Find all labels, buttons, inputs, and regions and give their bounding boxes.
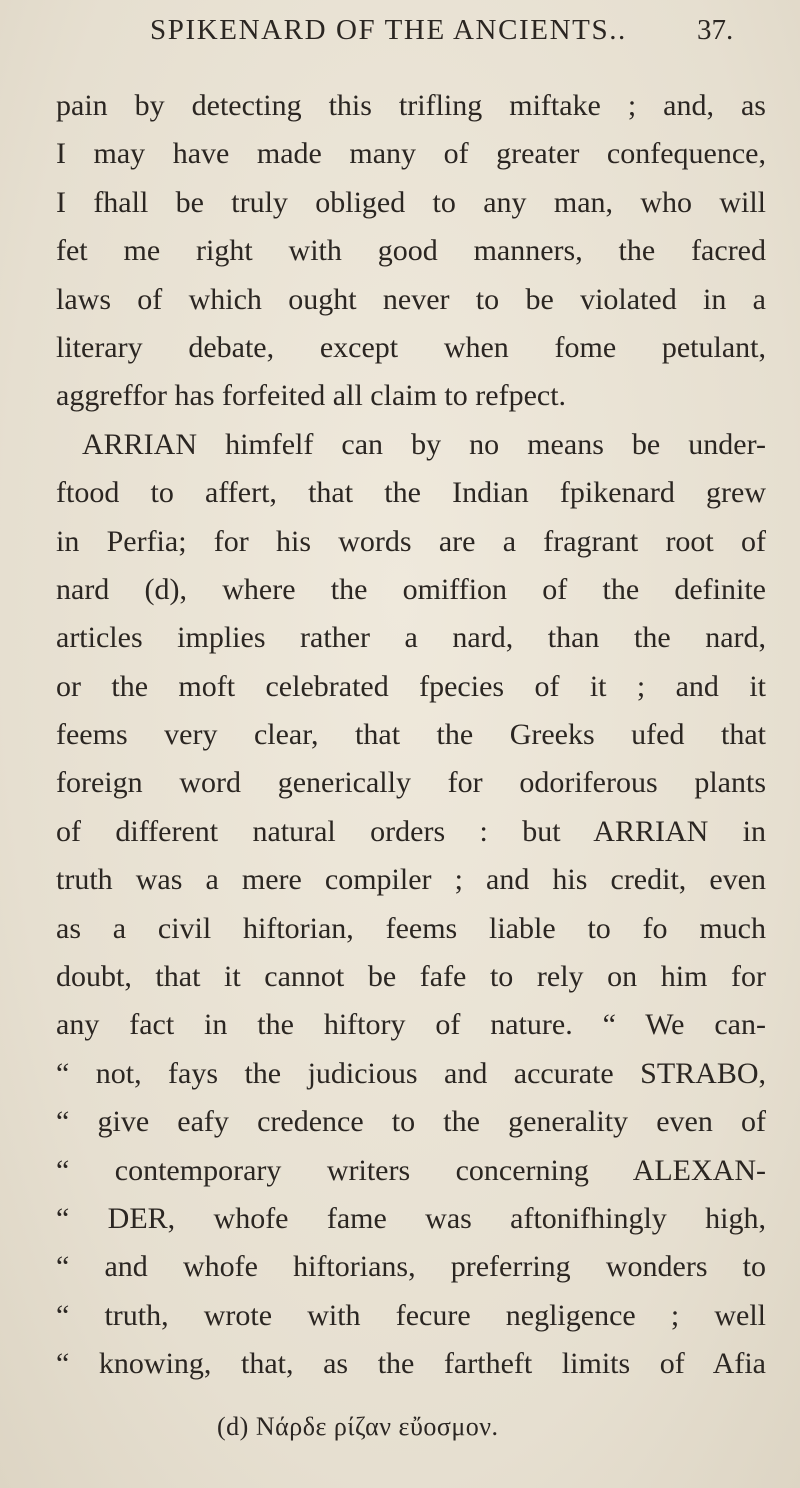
text-line: foreign word generically for odoriferous plants: [56, 766, 766, 800]
text-line: truth was a mere compiler ; and his credit, even: [56, 863, 766, 897]
text-line: ARRIAN himfelf can by no means be under-: [82, 427, 766, 461]
page-number: 37.: [697, 14, 734, 46]
text-line: ftood to affert, that the Indian fpikenard grew: [56, 476, 766, 510]
text-line: laws of which ought never to be violated in a: [56, 282, 766, 316]
text-line: “ give eafy credence to the generality even of: [56, 1105, 766, 1139]
text-line: as a civil hiftorian, feems liable to fo much: [56, 911, 766, 945]
text-line: “ DER, whofe fame was aftonifhingly high,: [56, 1201, 766, 1235]
text-line: fet me right with good manners, the facred: [56, 234, 766, 268]
text-line: in Perfia; for his words are a fragrant root of: [56, 524, 766, 558]
text-line: or the moft celebrated fpecies of it ; and it: [56, 669, 766, 703]
text-line: “ truth, wrote with fecure negligence ; well: [56, 1298, 766, 1332]
text-line: “ and whofe hiftorians, preferring wonders to: [56, 1250, 766, 1284]
footnote: (d) Νάρδε ρίζαν εὔοσμον.: [217, 1412, 499, 1441]
text-line: nard (d), where the omiffion of the definite: [56, 572, 766, 606]
text-line: aggreffor has forfeited all claim to refpect.: [56, 379, 567, 413]
text-line: “ contemporary writers concerning ALEXAN-: [56, 1153, 766, 1187]
body-text: [56, 82, 766, 1389]
text-line: “ not, fays the judicious and accurate STRABO,: [56, 1056, 766, 1090]
text-line: literary debate, except when fome petulant,: [56, 330, 766, 364]
running-title: SPIKENARD OF THE ANCIENTS..: [150, 14, 627, 46]
text-line: pain by detecting this trifling miftake ; and, as: [56, 89, 766, 122]
text-line: “ knowing, that, as the fartheft limits of Afia: [56, 1347, 766, 1381]
running-head: [0, 8, 800, 52]
text-line: doubt, that it cannot be fafe to rely on him for: [56, 960, 766, 994]
text-line: any fact in the hiftory of nature. “ We can-: [56, 1008, 766, 1042]
text-line: I may have made many of greater confequence,: [56, 137, 766, 171]
text-line: of different natural orders : but ARRIAN in: [56, 814, 766, 848]
text-line: I fhall be truly obliged to any man, who will: [56, 185, 766, 219]
text-line: feems very clear, that the Greeks ufed that: [56, 718, 766, 752]
text-line: articles implies rather a nard, than the nard,: [56, 621, 766, 655]
